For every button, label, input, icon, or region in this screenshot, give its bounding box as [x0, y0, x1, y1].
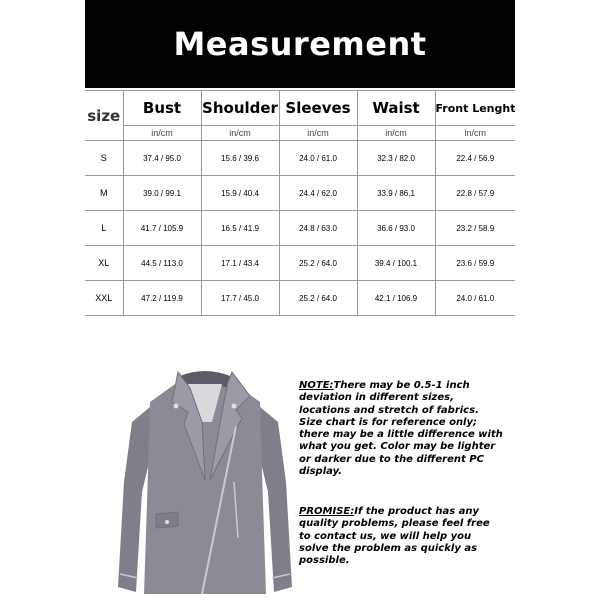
table-cell: 25.2 / 64.0 — [279, 246, 357, 281]
table-cell: 16.5 / 41.9 — [201, 211, 279, 246]
jacket-product-image — [110, 362, 300, 602]
promise-body: If the product has any quality problems, please feel free to contact us, we will help you solve the problem as quickly as possible. — [299, 506, 490, 567]
table-cell: 23.6 / 59.9 — [435, 246, 515, 281]
table-cell: 24.8 / 63.0 — [279, 211, 357, 246]
size-label: L — [85, 211, 123, 246]
unit-label: in/cm — [123, 126, 201, 141]
table-cell: 33.9 / 86.1 — [357, 176, 435, 211]
table-cell: 32.3 / 82.0 — [357, 141, 435, 176]
banner-title: Measurement — [173, 25, 427, 63]
table-cell: 24.0 / 61.0 — [435, 281, 515, 316]
table-cell: 15.9 / 40.4 — [201, 176, 279, 211]
unit-label: in/cm — [435, 126, 515, 141]
table-cell: 36.6 / 93.0 — [357, 211, 435, 246]
note-text — [299, 380, 504, 478]
table-cell: 39.4 / 100.1 — [357, 246, 435, 281]
table-row — [85, 211, 515, 246]
size-label: XL — [85, 246, 123, 281]
unit-label: in/cm — [201, 126, 279, 141]
table-cell: 22.8 / 57.9 — [435, 176, 515, 211]
table-row — [85, 246, 515, 281]
table-cell: 39.0 / 99.1 — [123, 176, 201, 211]
table-cell: 41.7 / 105.9 — [123, 211, 201, 246]
column-header-front-length: Front Lenght — [435, 91, 515, 126]
measurement-banner — [85, 0, 515, 88]
table-cell: 17.1 / 43.4 — [201, 246, 279, 281]
size-label: XXL — [85, 281, 123, 316]
table-cell: 24.4 / 62.0 — [279, 176, 357, 211]
promise-text — [299, 506, 499, 567]
promise-label: PROMISE: — [299, 506, 355, 517]
table-cell: 44.5 / 113.0 — [123, 246, 201, 281]
table-cell: 24.0 / 61.0 — [279, 141, 357, 176]
unit-label: in/cm — [279, 126, 357, 141]
table-cell: 42.1 / 106.9 — [357, 281, 435, 316]
table-cell: 15.6 / 39.6 — [201, 141, 279, 176]
size-chart-table — [85, 90, 515, 316]
unit-row — [85, 126, 515, 141]
column-header-waist: Waist — [357, 91, 435, 126]
table-row — [85, 176, 515, 211]
unit-label: in/cm — [357, 126, 435, 141]
note-label: NOTE: — [299, 380, 334, 391]
table-row — [85, 281, 515, 316]
table-header-row — [85, 91, 515, 126]
table-cell: 25.2 / 64.0 — [279, 281, 357, 316]
table-cell: 37.4 / 95.0 — [123, 141, 201, 176]
note-body: There may be 0.5-1 inch deviation in different sizes, locations and stretch of fabrics. Size chart is for reference only; there may be a little difference with what you get. Color may be lighter or darker due to the different PC display. — [299, 380, 503, 478]
column-header-bust: Bust — [123, 91, 201, 126]
table-cell: 47.2 / 119.9 — [123, 281, 201, 316]
table-cell: 17.7 / 45.0 — [201, 281, 279, 316]
size-label: M — [85, 176, 123, 211]
table-cell: 23.2 / 58.9 — [435, 211, 515, 246]
size-label: S — [85, 141, 123, 176]
table-row — [85, 141, 515, 176]
table-cell: 22.4 / 56.9 — [435, 141, 515, 176]
column-header-sleeves: Sleeves — [279, 91, 357, 126]
size-column-header: size — [85, 91, 123, 141]
column-header-shoulder: Shoulder — [201, 91, 279, 126]
